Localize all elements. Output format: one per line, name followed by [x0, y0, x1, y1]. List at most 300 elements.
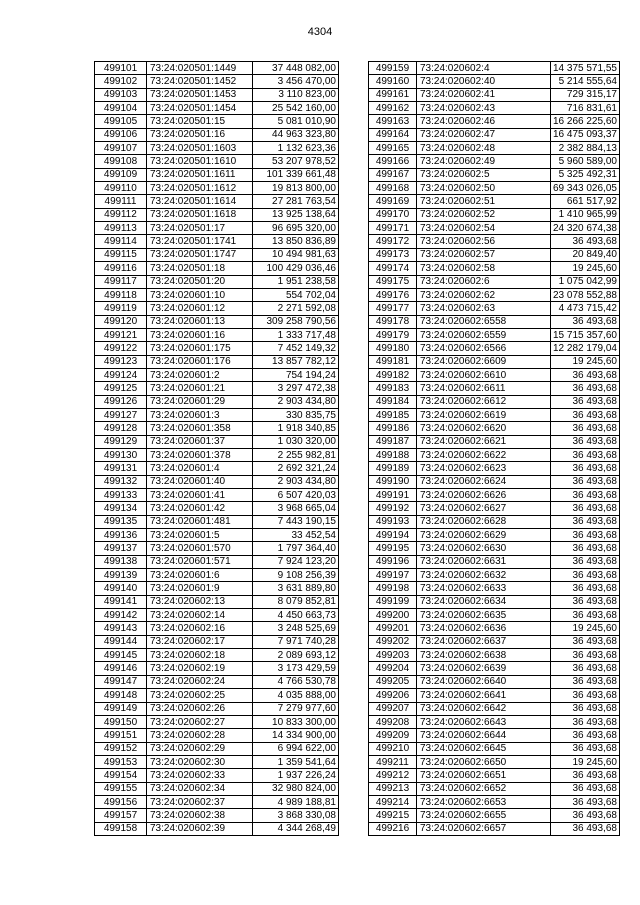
cadastral-number: 73:24:020602:41 [417, 88, 551, 101]
table-row [95, 675, 339, 688]
cadastral-value: 330 835,75 [253, 408, 339, 421]
table-row [95, 315, 339, 328]
row-number: 499210 [369, 742, 417, 755]
cadastral-number: 73:24:020602:6640 [417, 675, 551, 688]
cadastral-value: 4 450 663,73 [253, 609, 339, 622]
cadastral-value: 4 473 715,42 [551, 302, 620, 315]
cadastral-number: 73:24:020602:6621 [417, 435, 551, 448]
cadastral-value: 12 282 179,04 [551, 342, 620, 355]
table-row [369, 742, 620, 755]
table-row [95, 288, 339, 301]
cadastral-value: 36 493,68 [551, 235, 620, 248]
cadastral-number: 73:24:020501:1603 [147, 142, 253, 155]
table-row [369, 395, 620, 408]
cadastral-value: 14 334 900,00 [253, 729, 339, 742]
row-number: 499200 [369, 609, 417, 622]
cadastral-number: 73:24:020602:58 [417, 262, 551, 275]
cadastral-value: 36 493,68 [551, 809, 620, 822]
cadastral-number: 73:24:020602:6 [417, 275, 551, 288]
table-row [95, 342, 339, 355]
row-number: 499125 [95, 382, 147, 395]
cadastral-value: 36 493,68 [551, 795, 620, 808]
cadastral-value: 36 493,68 [551, 769, 620, 782]
cadastral-value: 36 493,68 [551, 408, 620, 421]
row-number: 499146 [95, 662, 147, 675]
cadastral-number: 73:24:020602:6619 [417, 408, 551, 421]
table-row [95, 729, 339, 742]
table-row [369, 328, 620, 341]
cadastral-number: 73:24:020602:50 [417, 182, 551, 195]
row-number: 499162 [369, 102, 417, 115]
cadastral-number: 73:24:020601:570 [147, 542, 253, 555]
cadastral-value: 36 493,68 [551, 489, 620, 502]
cadastral-number: 73:24:020601:12 [147, 302, 253, 315]
table-row [95, 448, 339, 461]
table-row [369, 235, 620, 248]
cadastral-value: 16 266 225,60 [551, 115, 620, 128]
table-row [95, 809, 339, 822]
cadastral-value: 44 963 323,80 [253, 128, 339, 141]
row-number: 499184 [369, 395, 417, 408]
cadastral-number: 73:24:020602:49 [417, 155, 551, 168]
table-row [369, 795, 620, 808]
cadastral-number: 73:24:020602:6632 [417, 569, 551, 582]
cadastral-value: 24 320 674,38 [551, 222, 620, 235]
cadastral-number: 73:24:020501:16 [147, 128, 253, 141]
table-row [369, 248, 620, 261]
row-number: 499176 [369, 288, 417, 301]
row-number: 499132 [95, 475, 147, 488]
cadastral-value: 7 971 740,28 [253, 635, 339, 648]
row-number: 499127 [95, 408, 147, 421]
table-row [95, 715, 339, 728]
cadastral-number: 73:24:020601:16 [147, 328, 253, 341]
cadastral-number: 73:24:020601:10 [147, 288, 253, 301]
cadastral-number: 73:24:020602:6653 [417, 795, 551, 808]
table-row [369, 675, 620, 688]
cadastral-value: 36 493,68 [551, 609, 620, 622]
cadastral-value: 27 281 763,54 [253, 195, 339, 208]
cadastral-value: 3 631 889,80 [253, 582, 339, 595]
cadastral-number: 73:24:020602:54 [417, 222, 551, 235]
table-row [95, 462, 339, 475]
cadastral-value: 8 079 852,81 [253, 595, 339, 608]
row-number: 499190 [369, 475, 417, 488]
cadastral-value: 19 245,60 [551, 355, 620, 368]
cadastral-number: 73:24:020602:6627 [417, 502, 551, 515]
row-number: 499211 [369, 755, 417, 768]
cadastral-number: 73:24:020602:30 [147, 755, 253, 768]
table-row [95, 689, 339, 702]
cadastral-value: 5 214 555,64 [551, 75, 620, 88]
cadastral-number: 73:24:020501:20 [147, 275, 253, 288]
row-number: 499109 [95, 168, 147, 181]
row-number: 499163 [369, 115, 417, 128]
cadastral-value: 1 937 226,24 [253, 769, 339, 782]
table-row [369, 382, 620, 395]
cadastral-value: 716 831,61 [551, 102, 620, 115]
cadastral-value: 36 493,68 [551, 662, 620, 675]
row-number: 499160 [369, 75, 417, 88]
table-row [369, 142, 620, 155]
cadastral-number: 73:24:020601:358 [147, 422, 253, 435]
table-row [369, 195, 620, 208]
row-number: 499206 [369, 689, 417, 702]
table-row [95, 408, 339, 421]
row-number: 499169 [369, 195, 417, 208]
cadastral-number: 73:24:020501:1618 [147, 208, 253, 221]
row-number: 499103 [95, 88, 147, 101]
cadastral-value: 3 456 470,00 [253, 75, 339, 88]
cadastral-number: 73:24:020602:6634 [417, 595, 551, 608]
row-number: 499183 [369, 382, 417, 395]
cadastral-value: 36 493,68 [551, 582, 620, 595]
cadastral-value: 1 797 364,40 [253, 542, 339, 555]
cadastral-number: 73:24:020501:1453 [147, 88, 253, 101]
cadastral-number: 73:24:020601:2 [147, 368, 253, 381]
cadastral-value: 36 493,68 [551, 782, 620, 795]
cadastral-number: 73:24:020602:57 [417, 248, 551, 261]
cadastral-value: 36 493,68 [551, 702, 620, 715]
cadastral-value: 36 493,68 [551, 395, 620, 408]
table-row [369, 448, 620, 461]
row-number: 499172 [369, 235, 417, 248]
cadastral-number: 73:24:020602:6636 [417, 622, 551, 635]
table-row [95, 208, 339, 221]
cadastral-number: 73:24:020602:6641 [417, 689, 551, 702]
cadastral-value: 4 766 530,78 [253, 675, 339, 688]
cadastral-value: 36 493,68 [551, 715, 620, 728]
table-row [95, 635, 339, 648]
row-number: 499164 [369, 128, 417, 141]
row-number: 499101 [95, 62, 147, 75]
cadastral-number: 73:24:020501:17 [147, 222, 253, 235]
row-number: 499128 [95, 422, 147, 435]
cadastral-value: 36 493,68 [551, 422, 620, 435]
row-number: 499187 [369, 435, 417, 448]
table-row [95, 582, 339, 595]
row-number: 499138 [95, 555, 147, 568]
cadastral-number: 73:24:020601:41 [147, 489, 253, 502]
cadastral-value: 1 410 965,99 [551, 208, 620, 221]
cadastral-value: 754 194,24 [253, 368, 339, 381]
table-row [369, 208, 620, 221]
row-number: 499105 [95, 115, 147, 128]
table-row [95, 649, 339, 662]
row-number: 499199 [369, 595, 417, 608]
cadastral-value: 36 493,68 [551, 475, 620, 488]
table-row [369, 755, 620, 768]
row-number: 499198 [369, 582, 417, 595]
table-row [95, 702, 339, 715]
cadastral-value: 32 980 824,00 [253, 782, 339, 795]
table-row [369, 275, 620, 288]
cadastral-number: 73:24:020601:176 [147, 355, 253, 368]
row-number: 499174 [369, 262, 417, 275]
row-number: 499201 [369, 622, 417, 635]
cadastral-value: 7 924 123,20 [253, 555, 339, 568]
cadastral-number: 73:24:020602:6610 [417, 368, 551, 381]
table-row [369, 609, 620, 622]
cadastral-value: 100 429 036,46 [253, 262, 339, 275]
cadastral-number: 73:24:020602:26 [147, 702, 253, 715]
cadastral-value: 37 448 082,00 [253, 62, 339, 75]
cadastral-value: 13 925 138,64 [253, 208, 339, 221]
table-row [369, 115, 620, 128]
cadastral-number: 73:24:020602:6630 [417, 542, 551, 555]
cadastral-value: 36 493,68 [551, 368, 620, 381]
cadastral-value: 10 494 981,63 [253, 248, 339, 261]
cadastral-value: 661 517,92 [551, 195, 620, 208]
table-row [95, 529, 339, 542]
table-row [369, 155, 620, 168]
cadastral-number: 73:24:020602:39 [147, 822, 253, 835]
table-row [95, 195, 339, 208]
row-number: 499212 [369, 769, 417, 782]
cadastral-value: 36 493,68 [551, 649, 620, 662]
cadastral-number: 73:24:020602:6652 [417, 782, 551, 795]
cadastral-value: 7 452 149,32 [253, 342, 339, 355]
cadastral-value: 14 375 571,55 [551, 62, 620, 75]
cadastral-number: 73:24:020602:6628 [417, 515, 551, 528]
table-row [95, 275, 339, 288]
cadastral-value: 1 918 340,85 [253, 422, 339, 435]
cadastral-number: 73:24:020602:6566 [417, 342, 551, 355]
cadastral-value: 5 325 492,31 [551, 168, 620, 181]
table-row [369, 555, 620, 568]
cadastral-number: 73:24:020602:34 [147, 782, 253, 795]
cadastral-number: 73:24:020602:19 [147, 662, 253, 675]
row-number: 499189 [369, 462, 417, 475]
table-row [369, 769, 620, 782]
cadastral-value: 23 078 552,88 [551, 288, 620, 301]
row-number: 499208 [369, 715, 417, 728]
table-row [369, 408, 620, 421]
table-row [95, 128, 339, 141]
row-number: 499161 [369, 88, 417, 101]
row-number: 499180 [369, 342, 417, 355]
cadastral-value: 3 173 429,59 [253, 662, 339, 675]
row-number: 499114 [95, 235, 147, 248]
table-row [369, 342, 620, 355]
cadastral-value: 2 271 592,08 [253, 302, 339, 315]
table-row [369, 649, 620, 662]
cadastral-number: 73:24:020602:25 [147, 689, 253, 702]
table-row [95, 769, 339, 782]
table-row [369, 102, 620, 115]
cadastral-number: 73:24:020602:6637 [417, 635, 551, 648]
cadastral-number: 73:24:020602:6657 [417, 822, 551, 835]
cadastral-value: 1 951 238,58 [253, 275, 339, 288]
cadastral-number: 73:24:020601:13 [147, 315, 253, 328]
cadastral-value: 5 960 589,00 [551, 155, 620, 168]
table-row [369, 782, 620, 795]
cadastral-value: 36 493,68 [551, 515, 620, 528]
cadastral-number: 73:24:020602:6558 [417, 315, 551, 328]
table-row [369, 822, 620, 835]
cadastral-number: 73:24:020602:6623 [417, 462, 551, 475]
row-number: 499214 [369, 795, 417, 808]
row-number: 499142 [95, 609, 147, 622]
cadastral-number: 73:24:020601:21 [147, 382, 253, 395]
row-number: 499107 [95, 142, 147, 155]
cadastral-value: 554 702,04 [253, 288, 339, 301]
cadastral-value: 7 279 977,60 [253, 702, 339, 715]
table-row [369, 662, 620, 675]
cadastral-table-left [94, 61, 339, 836]
cadastral-value: 6 994 622,00 [253, 742, 339, 755]
table-row [95, 75, 339, 88]
cadastral-number: 73:24:020602:46 [417, 115, 551, 128]
table-row [369, 489, 620, 502]
table-row [95, 422, 339, 435]
row-number: 499177 [369, 302, 417, 315]
cadastral-number: 73:24:020602:6559 [417, 328, 551, 341]
cadastral-number: 73:24:020602:6639 [417, 662, 551, 675]
table-row [95, 515, 339, 528]
cadastral-value: 4 035 888,00 [253, 689, 339, 702]
table-row [95, 822, 339, 835]
table-row [95, 569, 339, 582]
row-number: 499152 [95, 742, 147, 755]
cadastral-value: 4 344 268,49 [253, 822, 339, 835]
cadastral-number: 73:24:020602:6645 [417, 742, 551, 755]
row-number: 499166 [369, 155, 417, 168]
row-number: 499120 [95, 315, 147, 328]
cadastral-value: 13 850 836,89 [253, 235, 339, 248]
cadastral-value: 36 493,68 [551, 315, 620, 328]
cadastral-number: 73:24:020602:6643 [417, 715, 551, 728]
cadastral-value: 36 493,68 [551, 542, 620, 555]
cadastral-value: 309 258 790,56 [253, 315, 339, 328]
row-number: 499118 [95, 288, 147, 301]
cadastral-value: 2 692 321,24 [253, 462, 339, 475]
cadastral-value: 36 493,68 [551, 529, 620, 542]
cadastral-number: 73:24:020601:5 [147, 529, 253, 542]
cadastral-number: 73:24:020602:6624 [417, 475, 551, 488]
row-number: 499104 [95, 102, 147, 115]
cadastral-number: 73:24:020602:6631 [417, 555, 551, 568]
row-number: 499116 [95, 262, 147, 275]
cadastral-number: 73:24:020602:51 [417, 195, 551, 208]
cadastral-value: 19 245,60 [551, 755, 620, 768]
table-row [95, 102, 339, 115]
row-number: 499102 [95, 75, 147, 88]
cadastral-value: 36 493,68 [551, 462, 620, 475]
table-row [95, 368, 339, 381]
row-number: 499178 [369, 315, 417, 328]
cadastral-value: 7 443 190,15 [253, 515, 339, 528]
table-row [95, 222, 339, 235]
table-row [95, 155, 339, 168]
table-row [369, 529, 620, 542]
cadastral-number: 73:24:020602:38 [147, 809, 253, 822]
cadastral-number: 73:24:020501:1612 [147, 182, 253, 195]
row-number: 499121 [95, 328, 147, 341]
cadastral-number: 73:24:020601:29 [147, 395, 253, 408]
cadastral-value: 25 542 160,00 [253, 102, 339, 115]
cadastral-number: 73:24:020602:6633 [417, 582, 551, 595]
cadastral-number: 73:24:020602:6609 [417, 355, 551, 368]
cadastral-number: 73:24:020602:18 [147, 649, 253, 662]
table-row [95, 489, 339, 502]
cadastral-number: 73:24:020501:1741 [147, 235, 253, 248]
cadastral-number: 73:24:020602:6638 [417, 649, 551, 662]
cadastral-value: 3 110 823,00 [253, 88, 339, 101]
row-number: 499112 [95, 208, 147, 221]
cadastral-value: 1 132 623,36 [253, 142, 339, 155]
cadastral-number: 73:24:020501:1449 [147, 62, 253, 75]
table-row [95, 795, 339, 808]
row-number: 499156 [95, 795, 147, 808]
row-number: 499216 [369, 822, 417, 835]
table-row [369, 222, 620, 235]
table-row [369, 422, 620, 435]
table-row [369, 569, 620, 582]
cadastral-number: 73:24:020501:1747 [147, 248, 253, 261]
cadastral-value: 36 493,68 [551, 689, 620, 702]
cadastral-number: 73:24:020601:4 [147, 462, 253, 475]
row-number: 499203 [369, 649, 417, 662]
cadastral-number: 73:24:020601:6 [147, 569, 253, 582]
row-number: 499185 [369, 408, 417, 421]
row-number: 499110 [95, 182, 147, 195]
cadastral-value: 2 903 434,80 [253, 475, 339, 488]
table-row [95, 622, 339, 635]
table-row [95, 235, 339, 248]
cadastral-number: 73:24:020501:1610 [147, 155, 253, 168]
table-row [369, 595, 620, 608]
row-number: 499123 [95, 355, 147, 368]
row-number: 499213 [369, 782, 417, 795]
cadastral-value: 2 382 884,13 [551, 142, 620, 155]
row-number: 499115 [95, 248, 147, 261]
row-number: 499182 [369, 368, 417, 381]
row-number: 499204 [369, 662, 417, 675]
cadastral-number: 73:24:020602:17 [147, 635, 253, 648]
cadastral-value: 36 493,68 [551, 555, 620, 568]
row-number: 499144 [95, 635, 147, 648]
table-row [369, 635, 620, 648]
row-number: 499205 [369, 675, 417, 688]
row-number: 499215 [369, 809, 417, 822]
table-row [95, 782, 339, 795]
table-row [95, 609, 339, 622]
cadastral-value: 15 715 357,60 [551, 328, 620, 341]
row-number: 499140 [95, 582, 147, 595]
row-number: 499158 [95, 822, 147, 835]
cadastral-number: 73:24:020602:14 [147, 609, 253, 622]
table-row [369, 809, 620, 822]
table-row [369, 262, 620, 275]
cadastral-number: 73:24:020602:6642 [417, 702, 551, 715]
cadastral-value: 6 507 420,03 [253, 489, 339, 502]
row-number: 499153 [95, 755, 147, 768]
cadastral-number: 73:24:020602:6622 [417, 448, 551, 461]
row-number: 499193 [369, 515, 417, 528]
row-number: 499202 [369, 635, 417, 648]
cadastral-number: 73:24:020602:6620 [417, 422, 551, 435]
cadastral-value: 36 493,68 [551, 729, 620, 742]
table-row [95, 742, 339, 755]
cadastral-number: 73:24:020602:6626 [417, 489, 551, 502]
table-row [95, 248, 339, 261]
cadastral-number: 73:24:020501:15 [147, 115, 253, 128]
row-number: 499155 [95, 782, 147, 795]
cadastral-number: 73:24:020601:42 [147, 502, 253, 515]
row-number: 499108 [95, 155, 147, 168]
page-number: 4304 [307, 26, 333, 38]
